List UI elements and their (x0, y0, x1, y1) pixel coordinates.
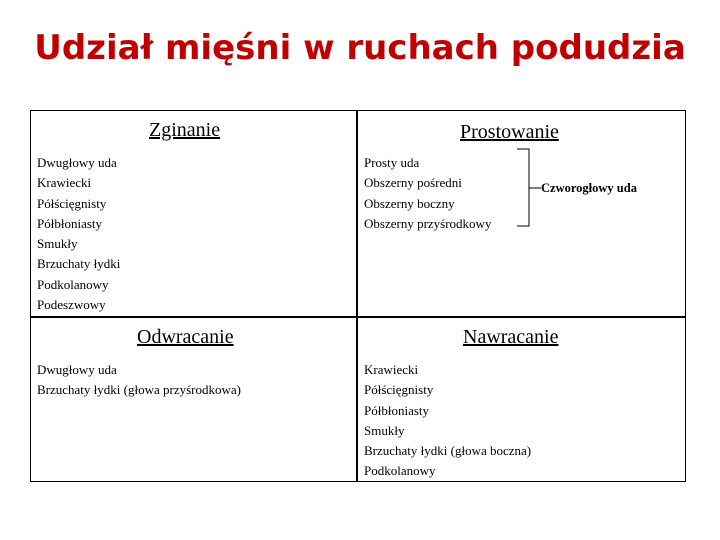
list-item: Dwugłowy uda (37, 155, 117, 170)
list-item: Podkolanowy (37, 276, 109, 292)
list-item: Brzuchaty łydki (37, 256, 121, 272)
quadriceps-group-label: Czworogłowy uda (541, 181, 637, 195)
muscle-table (30, 110, 686, 482)
quadrant-pronation (357, 317, 685, 483)
list-item: Podkolanowy (364, 463, 436, 479)
list-item: Smukły (364, 422, 405, 438)
quadrant-heading-supination: Odwracanie (137, 326, 234, 348)
list-item: Brzuchaty łydki (głowa przyśrodkowa) (37, 382, 241, 398)
quadrant-heading-flexion: Zginanie (149, 119, 221, 141)
quadrant-extension (357, 111, 685, 316)
list-item: Podeszwowy (37, 297, 106, 313)
list-item: Krawiecki (364, 362, 419, 377)
list-item: Półścięgnisty (37, 195, 107, 211)
page-title: Udział mięśni w ruchach podudzia (34, 28, 686, 68)
list-item: Obszerny pośredni (364, 175, 462, 191)
list-item: Półbłoniasty (364, 402, 430, 418)
muscle-list-extension (364, 153, 491, 234)
list-item: Prosty uda (364, 155, 420, 170)
list-item: Smukły (37, 236, 78, 252)
list-item: Krawiecki (37, 175, 92, 191)
quadrant-flexion (31, 111, 356, 316)
list-item: Półścięgnisty (364, 382, 434, 398)
list-item: Obszerny przyśrodkowy (364, 215, 492, 231)
quadrant-supination (31, 317, 356, 483)
list-item: Półbłoniasty (37, 215, 103, 231)
muscle-list-supination (37, 360, 241, 401)
quadrant-heading-extension: Prostowanie (460, 121, 559, 143)
list-item: Brzuchaty łydki (głowa boczna) (364, 443, 532, 459)
list-item: Dwugłowy uda (37, 362, 117, 377)
muscle-list-flexion (37, 153, 120, 315)
list-item: Obszerny boczny (364, 195, 455, 211)
quadrant-heading-pronation: Nawracanie (463, 326, 559, 348)
muscle-list-pronation (364, 360, 531, 482)
